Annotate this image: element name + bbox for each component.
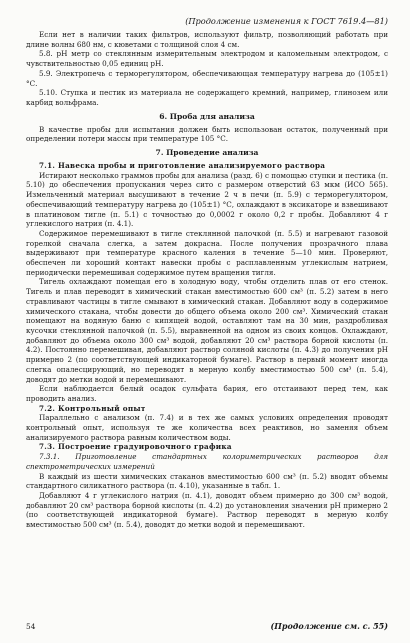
section-heading: 7. Проведение анализа — [155, 148, 259, 158]
continuation-note: (Продолжение см. с. 55) — [270, 621, 388, 631]
subsection-heading: 7.3. Построение градуировочного графика — [39, 442, 232, 452]
paragraph: Параллельно с анализом (п. 7.4) и в тех же самых условиях определения проводят контрольный опыт, используя те же количества всех реактивов, но заменяя объем анализируемого раствора равным количеством воды. — [26, 413, 388, 442]
running-header: (Продолжение изменения к ГОСТ 7619.4—81) — [185, 16, 388, 26]
subsection-heading: 7.3.1. Приготовление стандартных колориметрических растворов для спектрометрических измерений — [26, 452, 388, 471]
paragraph: 5.10. Ступка и пестик из материала не содержащего кремний, например, глинозем или карбид вольфрама. — [26, 88, 388, 107]
section-heading: 6. Проба для анализа — [159, 111, 255, 121]
paragraph: 5.9. Электропечь с терморегулятором, обеспечивающая температуру нагрева до (105±1) °С. — [26, 68, 388, 88]
paragraph: Если наблюдается белый осадок сульфата бария, его отстаивают перед тем, как проводить анализ. — [26, 384, 388, 403]
paragraph: Добавляют 4 г углекислого натрия (п. 4.1), доводят объем примерно до 300 см³ водой, добавляют 20 см³ раствора борной кислоты (п. 4.2) до установления значения рН примерно 2 (по соответствующей индикаторной бумаге). Раствор переводят в мерную колбу вместимостью 500 см³ (п. 5.4), доводят до метки водой и перемешивают. — [26, 490, 388, 530]
subsection-heading: 7.1. Навеска пробы и приготовление анализируемого раствора — [39, 161, 326, 171]
paragraph: 5.8. рН метр со стеклянным измерительным электродом и каломельным электродом, с чувствительностью 0,05 единиц рН. — [26, 49, 388, 69]
paragraph: В каждый из шести химических стаканов вместимостью 600 см³ (п. 5.2) вводят объемы стандартного силикатного раствора (п. 4.10), указанные в табл. 1. — [26, 471, 388, 491]
paragraph: В качестве пробы для испытания должен быть использован остаток, полученный при определении потери массы при температуре 105 °С. — [26, 124, 388, 144]
paragraph: Истирают несколько граммов пробы для анализа (разд. 6) с помощью ступки и пестика (п. 5.10) до обеспечения пропускания через сито с размером отверстий 63 мкм (ИСО 565). Измельченный материал высушивают в течение 2 ч в печи (п. 5.9) с терморегулятором, обеспечивающий температуру нагрева до (105±1) °С, охлаждают в эксикаторе и взвешивают в платиновом тигле (п. 5.1) с точностью до 0,0002 г около 0,2 г пробы. Добавляют 4 г углекислого натрия (п. 4.1). — [26, 170, 388, 229]
subsection-heading: 7.2. Контрольный опыт — [39, 403, 146, 413]
paragraph: Тигель охлаждают помещая его в холодную воду, чтобы отделить плав от его стенок. Тигель и плав переводят в химический стакан вместимостью 600 см³ (п. 5.2) затем в него стравливают частицы в тигле смывают в химический стакан. Добавляют воду в содержимое химического стакана, чтобы довести до общего объема около 200 см³. Химический стакан помещают на водяную баню с кипящей водой, оставляют там на 30 мин, раздробливая кусочки стеклянной палочкой (п. 5.5), выравненной на одном из своих концов. Охлаждают, добавляют до объема около 300 см³ водой, добавляют 20 см³ раствора борной кислоты (п. 4.2). Постоянно перемешивая, добавляют раствор соляной кислоты (п. 4.3) до получения рН примерно 2 (по соответствующей индикаторной бумаге). Раствор в первый момент иногда слегка опалесцирующий, но переводят в мерную колбу вместимостью 500 см³ (п. 5.4), доводят до метки водой и перемешивают. — [26, 277, 388, 384]
paragraph: Если нет в наличии таких фильтров, используют фильтр, позволяющий работать при длине волны 680 нм, с кюветами с толщиной слоя 4 см. — [26, 30, 388, 49]
page-number: 54 — [26, 622, 36, 631]
paragraph: Содержимое перемешивают в тигле стеклянной палочкой (п. 5.5) и нагревают газовой горелкой сначала слегка, а затем докрасна. После получения прозрачного плава выдерживают при температуре красного каления в течение 5—10 мин. Проверяют, обеспечен ли хороший контакт навески пробы с расплавленным углекислым натрием, периодически перемешивая содержимое путем вращения тигля. — [26, 228, 388, 277]
